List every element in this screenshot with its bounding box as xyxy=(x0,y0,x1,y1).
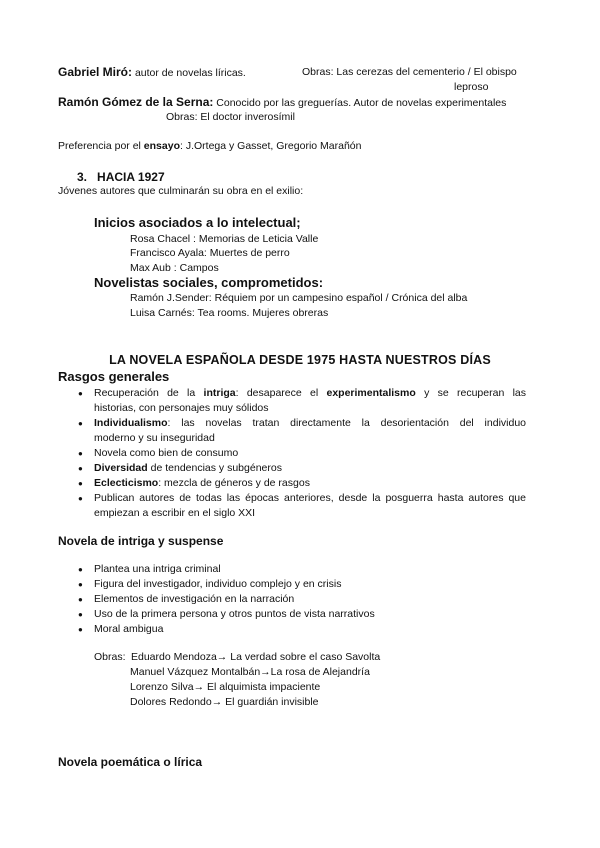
text: de tendencias y subgéneros xyxy=(147,462,282,474)
sociales-heading: Novelistas sociales, comprometidos: xyxy=(94,275,324,290)
text: : las novelas tratan directamente la desorientación del individuo xyxy=(167,417,526,429)
rasgo-2-line-1 xyxy=(94,416,526,431)
list-item: ● Elementos de investigación en la narración xyxy=(78,592,375,607)
bold-text: Individualismo xyxy=(94,417,168,429)
rasgo-1-line-1 xyxy=(94,386,526,401)
obra-item: Dolores Redondo→ El guardián invisible xyxy=(130,696,319,708)
ensayo-post: : J.Ortega y Gasset, Gregorio Marañón xyxy=(179,140,362,152)
miro-line xyxy=(58,65,246,80)
sociales-item: Ramón J.Sender: Réquiem por un campesino español / Crónica del alba xyxy=(130,292,468,304)
inicios-heading: Inicios asociados a lo intelectual; xyxy=(94,215,301,230)
miro-obras: Obras: Las cerezas del cementerio / El obispo xyxy=(302,66,517,78)
text: : mezcla de géneros y de rasgos xyxy=(158,477,310,489)
ensayo-line xyxy=(58,140,361,153)
inicios-item: Rosa Chacel : Memorias de Leticia Valle xyxy=(130,233,319,245)
list-item: ● Figura del investigador, individuo complejo y en crisis xyxy=(78,577,375,592)
text: Recuperación de la xyxy=(94,387,204,399)
bold-text: intriga xyxy=(203,387,236,399)
list-item: ● Uso de la primera persona y otros puntos de vista narrativos xyxy=(78,607,375,622)
poematica-heading: Novela poemática o lírica xyxy=(58,755,203,769)
text: Novela como bien de consumo xyxy=(94,447,239,459)
list-item: ● Moral ambigua xyxy=(78,622,375,637)
gomez-obras: Obras: El doctor inverosímil xyxy=(166,111,295,123)
miro-obras-cont: leproso xyxy=(454,81,489,93)
rasgos-heading: Rasgos generales xyxy=(58,369,170,384)
rasgo-2-line-2: moderno y su inseguridad xyxy=(94,432,215,444)
hacia-intro: Jóvenes autores que culminarán su obra en el exilio: xyxy=(58,185,304,197)
list-item: ● Plantea una intriga criminal xyxy=(78,562,375,577)
list-item xyxy=(78,461,526,476)
section-title: LA NOVELA ESPAÑOLA DESDE 1975 HASTA NUESTROS DÍAS xyxy=(109,353,491,367)
miro-desc: autor de novelas líricas. xyxy=(134,67,246,79)
list-item xyxy=(78,446,526,461)
rasgo-6-line-2: empiezan a escribir en el siglo XXI xyxy=(94,507,256,519)
miro-name: Gabriel Miró: xyxy=(58,65,133,79)
gomez-line xyxy=(58,95,506,110)
hacia-number: 3. xyxy=(77,170,88,184)
inicios-item: Max Aub : Campos xyxy=(130,262,219,274)
rasgos-list xyxy=(78,386,526,521)
list-item xyxy=(78,491,526,521)
bold-text: Eclecticismo xyxy=(94,477,159,489)
gomez-desc: Conocido por las greguerías. Autor de novelas experimentales xyxy=(216,97,507,109)
list-item xyxy=(78,476,526,491)
rasgo-1-line-2: historias, con personajes muy sólidos xyxy=(94,402,269,414)
text: y se recuperan las xyxy=(415,387,526,399)
hacia-title: HACIA 1927 xyxy=(97,170,165,184)
obra-item: Eduardo Mendoza→ La verdad sobre el caso Savolta xyxy=(131,651,381,663)
inicios-item: Francisco Ayala: Muertes de perro xyxy=(130,247,290,259)
intriga-heading: Novela de intriga y suspense xyxy=(58,534,224,548)
hacia-heading xyxy=(77,170,165,184)
list-item xyxy=(78,386,526,416)
ensayo-bold: ensayo xyxy=(143,140,180,152)
obras-label: Obras: xyxy=(94,651,126,663)
list-item xyxy=(78,416,526,446)
bold-text: experimentalismo xyxy=(326,387,416,399)
bold-text: Diversidad xyxy=(94,462,148,474)
gomez-name: Ramón Gómez de la Serna: xyxy=(58,95,214,109)
obra-item: Lorenzo Silva→ El alquimista impaciente xyxy=(130,681,321,693)
intriga-list xyxy=(78,562,375,637)
rasgo-6-line-1: ● Publican autores de todas las épocas anteriores, desde la posguerra hasta autores que xyxy=(94,492,526,504)
obra-item: Manuel Vázquez Montalbán→La rosa de Alejandría xyxy=(130,666,370,678)
ensayo-pre: Preferencia por el xyxy=(58,140,144,152)
text: : desaparece el xyxy=(235,387,327,399)
sociales-item: Luisa Carnés: Tea rooms. Mujeres obreras xyxy=(130,307,329,319)
